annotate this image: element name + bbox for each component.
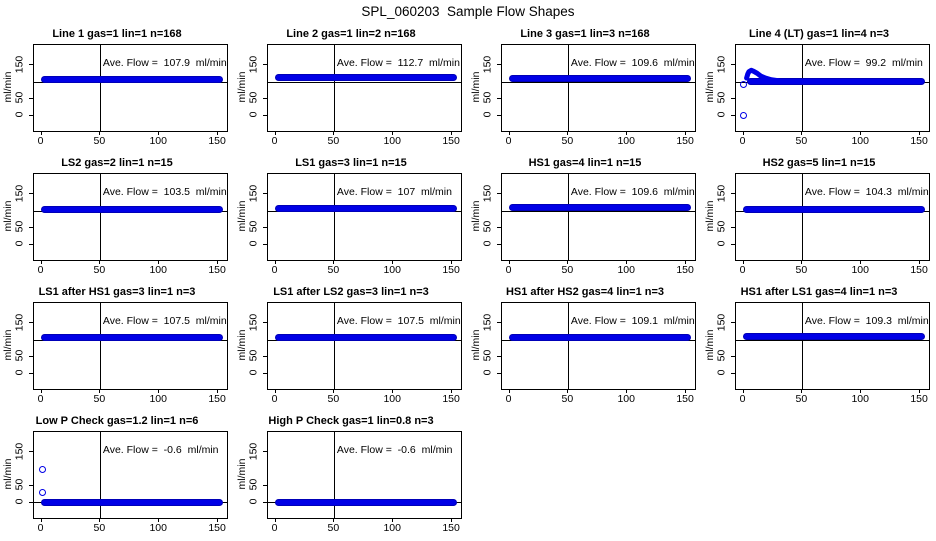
x-tick-label: 150 [910, 264, 928, 276]
y-tick-mark [263, 485, 267, 486]
x-tick-label: 50 [93, 135, 106, 147]
panel-title: LS1 after HS1 gas=3 lin=1 n=3 [38, 286, 196, 298]
plot-area [267, 44, 462, 132]
y-tick-label: 150 [481, 55, 494, 73]
outlier-point [39, 466, 46, 473]
ave-flow-annotation: Ave. Flow = 112.7 ml/min [336, 57, 460, 69]
x-tick-label: 0 [271, 522, 278, 534]
y-tick-mark [263, 227, 267, 228]
ave-flow-annotation: Ave. Flow = 107.5 ml/min [336, 315, 461, 327]
y-tick-mark [29, 356, 33, 357]
x-tick-label: 100 [383, 135, 401, 147]
y-tick-mark [497, 98, 501, 99]
plot-area [501, 44, 696, 132]
x-tick-label: 150 [208, 522, 226, 534]
x-tick-label: 50 [93, 264, 106, 276]
y-tick-label: 150 [481, 313, 494, 331]
x-tick-label: 0 [505, 135, 512, 147]
x-tick-label: 150 [442, 522, 460, 534]
vertical-ref-line [334, 303, 335, 389]
y-tick-mark [263, 115, 267, 116]
y-tick-mark [731, 115, 735, 116]
y-axis-label: ml/min [236, 200, 248, 232]
y-tick-mark [263, 322, 267, 323]
plot-area [501, 173, 696, 261]
x-tick-label: 0 [37, 393, 44, 405]
y-tick-mark [29, 502, 33, 503]
y-tick-label: 150 [247, 442, 260, 460]
panel-title: Line 3 gas=1 lin=3 n=168 [520, 28, 650, 40]
y-tick-label: 50 [481, 221, 494, 233]
y-axis-label: ml/min [2, 71, 14, 103]
y-axis-label: ml/min [2, 458, 14, 490]
x-tick-label: 100 [149, 393, 167, 405]
outlier-point [39, 489, 46, 496]
x-tick-label: 100 [851, 393, 869, 405]
plot-area [501, 302, 696, 390]
x-tick-label: 0 [739, 264, 746, 276]
vertical-ref-line [568, 303, 569, 389]
y-tick-label: 150 [481, 184, 494, 202]
outlier-point [740, 81, 747, 88]
y-tick-mark [29, 227, 33, 228]
ave-flow-annotation: Ave. Flow = 107.5 ml/min [102, 315, 227, 327]
y-tick-mark [497, 356, 501, 357]
x-tick-label: 50 [561, 264, 574, 276]
y-tick-mark [29, 373, 33, 374]
panel-title: Line 4 (LT) gas=1 lin=4 n=3 [748, 28, 890, 40]
y-tick-label: 150 [13, 184, 26, 202]
plot-area [735, 302, 930, 390]
x-tick-label: 50 [561, 393, 574, 405]
plot-area [33, 302, 228, 390]
x-tick-label: 50 [327, 393, 340, 405]
x-tick-label: 150 [442, 393, 460, 405]
panel-ls1-after-hs1 [0, 283, 234, 412]
x-tick-label: 100 [617, 393, 635, 405]
data-point-band [743, 333, 925, 340]
data-point-band [41, 334, 223, 341]
panel-title: HS1 after LS1 gas=4 lin=1 n=3 [740, 286, 898, 298]
x-tick-label: 150 [910, 135, 928, 147]
data-point-band [509, 75, 691, 82]
y-tick-mark [29, 244, 33, 245]
y-tick-mark [731, 322, 735, 323]
vertical-ref-line [568, 45, 569, 131]
y-tick-label: 50 [13, 92, 26, 104]
y-tick-mark [731, 244, 735, 245]
x-tick-label: 100 [383, 264, 401, 276]
panel-hs1 [468, 154, 702, 283]
panel-title: Line 1 gas=1 lin=1 n=168 [52, 28, 182, 40]
y-axis-label: ml/min [236, 71, 248, 103]
vertical-ref-line [100, 303, 101, 389]
plot-area [267, 431, 462, 519]
y-tick-mark [497, 64, 501, 65]
plot-area [735, 44, 930, 132]
x-tick-label: 0 [271, 393, 278, 405]
y-tick-mark [29, 193, 33, 194]
ave-flow-annotation: Ave. Flow = 107 ml/min [336, 186, 452, 198]
panel-line-4-lt [702, 25, 936, 154]
data-point-band [41, 206, 223, 213]
panel-title: HS1 gas=4 lin=1 n=15 [528, 157, 642, 169]
panel-hs1-after-hs2 [468, 283, 702, 412]
y-tick-mark [497, 244, 501, 245]
y-tick-mark [731, 227, 735, 228]
outlier-point [740, 112, 747, 119]
x-tick-label: 0 [271, 135, 278, 147]
panel-hs2 [702, 154, 936, 283]
y-tick-label: 0 [715, 369, 728, 376]
y-tick-label: 0 [247, 369, 260, 376]
ave-flow-annotation: Ave. Flow = 109.3 ml/min [804, 315, 929, 327]
x-tick-label: 150 [208, 264, 226, 276]
panel-low-p-check [0, 412, 234, 541]
x-tick-label: 150 [208, 135, 226, 147]
y-tick-mark [263, 98, 267, 99]
y-axis-label: ml/min [470, 200, 482, 232]
panel-title: LS1 gas=3 lin=1 n=15 [295, 157, 407, 169]
x-tick-label: 100 [149, 522, 167, 534]
y-tick-label: 50 [715, 221, 728, 233]
data-point-band [743, 206, 925, 213]
ave-flow-annotation: Ave. Flow = 109.6 ml/min [570, 57, 695, 69]
y-tick-mark [29, 98, 33, 99]
y-tick-mark [731, 356, 735, 357]
y-tick-mark [263, 502, 267, 503]
y-tick-mark [497, 373, 501, 374]
ave-flow-annotation: Ave. Flow = 103.5 ml/min [102, 186, 227, 198]
x-tick-label: 100 [149, 135, 167, 147]
x-tick-label: 0 [739, 393, 746, 405]
y-tick-label: 50 [715, 92, 728, 104]
y-tick-mark [29, 485, 33, 486]
x-tick-label: 150 [676, 393, 694, 405]
x-tick-label: 50 [327, 264, 340, 276]
y-axis-label: ml/min [2, 329, 14, 361]
x-tick-label: 150 [442, 264, 460, 276]
x-tick-label: 100 [383, 522, 401, 534]
panel-title: LS1 after LS2 gas=3 lin=1 n=3 [273, 286, 429, 298]
y-tick-label: 150 [247, 184, 260, 202]
y-tick-mark [497, 193, 501, 194]
y-tick-label: 0 [13, 111, 26, 118]
y-tick-label: 0 [247, 498, 260, 505]
y-tick-mark [29, 115, 33, 116]
data-point-band [275, 205, 457, 212]
y-tick-label: 0 [715, 111, 728, 118]
y-tick-label: 150 [247, 313, 260, 331]
y-tick-mark [263, 64, 267, 65]
vertical-ref-line [802, 303, 803, 389]
panel-ls2 [0, 154, 234, 283]
vertical-ref-line [334, 174, 335, 260]
plot-area [267, 173, 462, 261]
y-tick-label: 50 [13, 479, 26, 491]
panel-title: Low P Check gas=1.2 lin=1 n=6 [35, 415, 199, 427]
horizontal-ref-line [268, 82, 461, 83]
y-tick-label: 150 [13, 313, 26, 331]
y-tick-label: 0 [715, 240, 728, 247]
y-axis-label: ml/min [236, 329, 248, 361]
y-tick-label: 0 [481, 240, 494, 247]
x-tick-label: 50 [93, 522, 106, 534]
y-tick-label: 150 [247, 55, 260, 73]
panel-high-p-check [234, 412, 468, 541]
y-tick-label: 50 [13, 350, 26, 362]
x-tick-label: 0 [37, 135, 44, 147]
ave-flow-annotation: Ave. Flow = 109.1 ml/min [570, 315, 695, 327]
ave-flow-annotation: Ave. Flow = 104.3 ml/min [804, 186, 929, 198]
x-tick-label: 150 [442, 135, 460, 147]
y-axis-label: ml/min [470, 329, 482, 361]
y-tick-label: 50 [481, 350, 494, 362]
x-tick-label: 100 [617, 135, 635, 147]
plot-area [735, 173, 930, 261]
plot-area [33, 44, 228, 132]
y-axis-label: ml/min [2, 200, 14, 232]
x-tick-label: 50 [327, 135, 340, 147]
vertical-ref-line [802, 174, 803, 260]
ave-flow-annotation: Ave. Flow = -0.6 ml/min [336, 444, 453, 456]
y-tick-mark [263, 193, 267, 194]
y-tick-label: 0 [481, 369, 494, 376]
y-tick-label: 0 [247, 240, 260, 247]
panel-ls1-after-ls2 [234, 283, 468, 412]
x-tick-label: 150 [208, 393, 226, 405]
x-tick-label: 100 [383, 393, 401, 405]
y-tick-mark [29, 322, 33, 323]
y-tick-label: 0 [481, 111, 494, 118]
x-tick-label: 100 [149, 264, 167, 276]
data-point-band [509, 334, 691, 341]
vertical-ref-line [100, 174, 101, 260]
panel-line-1 [0, 25, 234, 154]
ave-flow-annotation: Ave. Flow = 107.9 ml/min [102, 57, 227, 69]
y-tick-mark [29, 64, 33, 65]
x-tick-label: 100 [617, 264, 635, 276]
x-tick-label: 50 [795, 264, 808, 276]
y-tick-label: 50 [247, 92, 260, 104]
data-point-band [275, 74, 457, 81]
y-tick-label: 150 [715, 313, 728, 331]
y-tick-mark [731, 64, 735, 65]
y-tick-label: 0 [13, 240, 26, 247]
x-tick-label: 0 [739, 135, 746, 147]
panel-ls1 [234, 154, 468, 283]
ave-flow-annotation: Ave. Flow = 99.2 ml/min [804, 57, 923, 69]
x-tick-label: 0 [271, 264, 278, 276]
y-tick-label: 150 [13, 442, 26, 460]
data-point-band [275, 499, 457, 506]
data-point-band [509, 204, 691, 211]
ave-flow-annotation: Ave. Flow = 109.6 ml/min [570, 186, 695, 198]
data-point-band [275, 334, 457, 341]
x-tick-label: 0 [37, 264, 44, 276]
x-tick-label: 0 [505, 264, 512, 276]
y-tick-label: 0 [13, 369, 26, 376]
y-tick-mark [29, 451, 33, 452]
panel-title: LS2 gas=2 lin=1 n=15 [61, 157, 173, 169]
panel-hs1-after-ls1 [702, 283, 936, 412]
plot-area [33, 173, 228, 261]
plot-area [267, 302, 462, 390]
y-axis-label: ml/min [236, 458, 248, 490]
x-tick-label: 0 [37, 522, 44, 534]
x-tick-label: 150 [676, 264, 694, 276]
y-tick-mark [263, 451, 267, 452]
x-tick-label: 0 [505, 393, 512, 405]
figure-title: SPL_060203 Sample Flow Shapes [361, 4, 575, 19]
y-axis-label: ml/min [470, 71, 482, 103]
y-tick-label: 50 [247, 350, 260, 362]
y-tick-mark [263, 356, 267, 357]
x-tick-label: 100 [851, 264, 869, 276]
x-tick-label: 150 [676, 135, 694, 147]
y-axis-label: ml/min [704, 71, 716, 103]
y-tick-label: 50 [13, 221, 26, 233]
y-axis-label: ml/min [704, 329, 716, 361]
y-tick-label: 0 [13, 498, 26, 505]
vertical-ref-line [568, 174, 569, 260]
y-tick-label: 50 [481, 92, 494, 104]
panel-title: High P Check gas=1 lin=0.8 n=3 [268, 415, 434, 427]
y-tick-label: 150 [13, 55, 26, 73]
panels-grid [0, 25, 936, 541]
vertical-ref-line [100, 45, 101, 131]
x-tick-label: 50 [795, 393, 808, 405]
x-tick-label: 50 [561, 135, 574, 147]
y-tick-mark [263, 373, 267, 374]
y-axis-label: ml/min [704, 200, 716, 232]
data-point-band [41, 499, 223, 506]
plot-area [33, 431, 228, 519]
y-tick-label: 50 [715, 350, 728, 362]
y-tick-label: 150 [715, 184, 728, 202]
panel-title: HS1 after HS2 gas=4 lin=1 n=3 [505, 286, 665, 298]
panel-title: HS2 gas=5 lin=1 n=15 [762, 157, 876, 169]
y-tick-label: 0 [247, 111, 260, 118]
y-tick-mark [731, 373, 735, 374]
y-tick-mark [497, 115, 501, 116]
y-tick-mark [731, 98, 735, 99]
panel-title: Line 2 gas=1 lin=2 n=168 [286, 28, 416, 40]
y-tick-mark [497, 322, 501, 323]
vertical-ref-line [334, 45, 335, 131]
x-tick-label: 50 [93, 393, 106, 405]
panel-line-2 [234, 25, 468, 154]
y-tick-mark [731, 193, 735, 194]
ave-flow-annotation: Ave. Flow = -0.6 ml/min [102, 444, 219, 456]
y-tick-label: 50 [247, 221, 260, 233]
y-tick-mark [497, 227, 501, 228]
panel-line-3 [468, 25, 702, 154]
data-point-band [41, 76, 223, 83]
y-tick-label: 150 [715, 55, 728, 73]
x-tick-label: 150 [910, 393, 928, 405]
y-tick-mark [263, 244, 267, 245]
x-tick-label: 50 [795, 135, 808, 147]
x-tick-label: 100 [851, 135, 869, 147]
x-tick-label: 50 [327, 522, 340, 534]
y-tick-label: 50 [247, 479, 260, 491]
